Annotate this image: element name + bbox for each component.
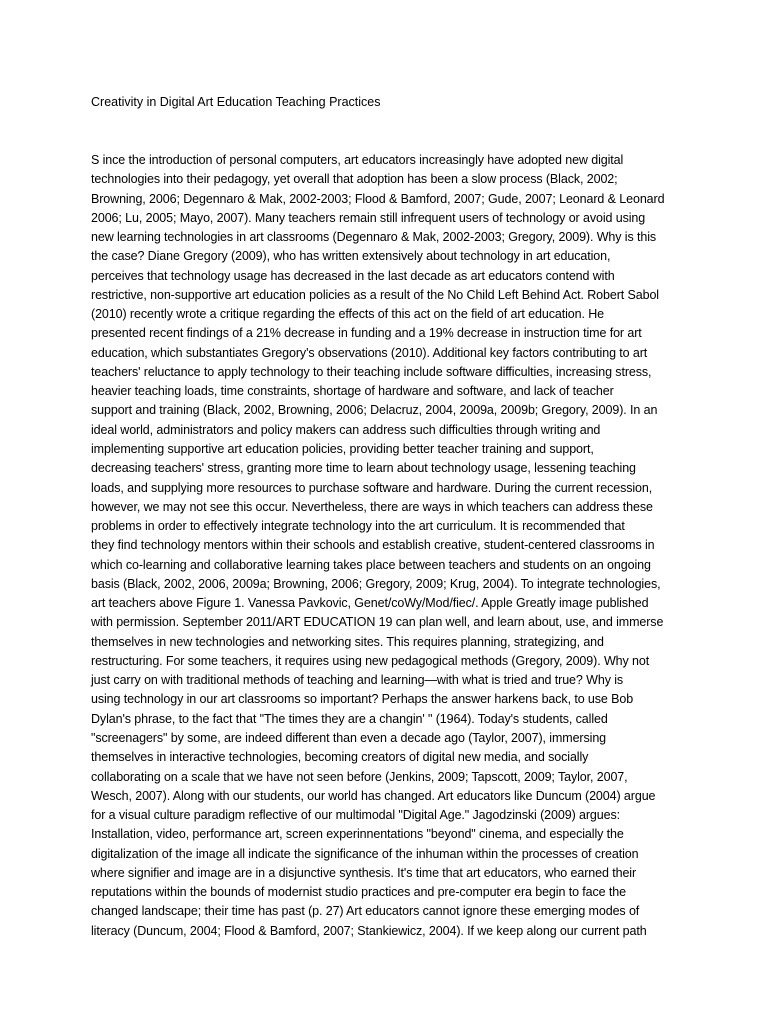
document-title: Creativity in Digital Art Education Teaching Practices xyxy=(91,95,381,109)
body-line: which co-learning and collaborative learning takes place between teachers and students on an ongoing xyxy=(91,557,651,572)
body-line: themselves in new technologies and networking sites. This requires planning, strategizing, and xyxy=(91,634,604,649)
body-line: Dylan's phrase, to the fact that "The times they are a changin' " (1964). Today's students, called xyxy=(91,711,608,726)
body-line: collaborating on a scale that we have not seen before (Jenkins, 2009; Tapscott, 2009; Taylor, 2007, xyxy=(91,769,628,784)
body-line: where signifier and image are in a disjunctive synthesis. It's time that art educators, who earned their xyxy=(91,865,637,880)
body-line: technologies into their pedagogy, yet overall that adoption has been a slow process (Black, 2002; xyxy=(91,172,618,187)
body-line: 2006; Lu, 2005; Mayo, 2007). Many teachers remain still infrequent users of technology or avoid using xyxy=(91,210,646,225)
body-line: support and training (Black, 2002, Browning, 2006; Delacruz, 2004, 2009a, 2009b; Gregory, 2009). In an xyxy=(91,403,658,418)
body-line: Wesch, 2007). Along with our students, our world has changed. Art educators like Duncum (2004) argue xyxy=(91,788,656,803)
body-line: using technology in our art classrooms so important? Perhaps the answer harkens back, to use Bob xyxy=(91,692,634,707)
body-line: just carry on with traditional methods of teaching and learning—with what is tried and true? Why is xyxy=(91,673,624,688)
body-line: for a visual culture paradigm reflective of our multimodal "Digital Age." Jagodzinski (2009) argues: xyxy=(91,808,620,823)
body-line: basis (Black, 2002, 2006, 2009a; Browning, 2006; Gregory, 2009; Krug, 2004). To integrate technologies, xyxy=(91,576,661,591)
body-line: implementing supportive art education policies, providing better teacher training and support, xyxy=(91,441,594,456)
body-line: problems in order to effectively integrate technology into the art curriculum. It is recommended that xyxy=(91,519,625,534)
body-line: changed landscape; their time has past (p. 27) Art educators cannot ignore these emerging modes of xyxy=(91,904,640,919)
body-line: reputations within the bounds of modernist studio practices and pre-computer era begin to face the xyxy=(91,885,626,900)
body-line: new learning technologies in art classrooms (Degennaro & Mak, 2002-2003; Gregory, 2009). Why is this xyxy=(91,230,657,245)
document-body xyxy=(91,151,691,941)
body-line: loads, and supplying more resources to purchase software and hardware. During the current recession, xyxy=(91,480,653,495)
body-line: with permission. September 2011/ART EDUCATION 19 can plan well, and learn about, use, and immerse xyxy=(91,615,664,630)
body-line: art teachers above Figure 1. Vanessa Pavkovic, Genet/coWy/Mod/fiec/. Apple Greatly image published xyxy=(91,596,649,611)
body-line: teachers' reluctance to apply technology to their teaching include software difficulties, increasing stress, xyxy=(91,364,652,379)
body-line: digitalization of the image all indicate the significance of the inhuman within the processes of creation xyxy=(91,846,639,861)
body-line: themselves in interactive technologies, becoming creators of digital new media, and socially xyxy=(91,750,589,765)
body-line: S ince the introduction of personal computers, art educators increasingly have adopted new digital xyxy=(91,153,624,167)
body-line: "screenagers" by some, are indeed different than even a decade ago (Taylor, 2007), immersing xyxy=(91,730,607,745)
body-line: Browning, 2006; Degennaro & Mak, 2002-2003; Flood & Bamford, 2007; Gude, 2007; Leonard & Leonard xyxy=(91,191,665,206)
body-line: (2010) recently wrote a critique regarding the effects of this act on the field of art education. He xyxy=(91,307,604,322)
body-line: heavier teaching loads, time constraints, shortage of hardware and software, and lack of teacher xyxy=(91,384,614,399)
body-line: however, we may not see this occur. Nevertheless, there are ways in which teachers can address these xyxy=(91,499,653,514)
body-line: education, which substantiates Gregory's observations (2010). Additional key factors contributing to art xyxy=(91,345,648,360)
body-line: restructuring. For some teachers, it requires using new pedagogical methods (Gregory, 2009). Why not xyxy=(91,653,650,668)
body-line: Installation, video, performance art, screen experinnentations "beyond" cinema, and especially the xyxy=(91,827,624,842)
body-line: literacy (Duncum, 2004; Flood & Bamford, 2007; Stankiewicz, 2004). If we keep along our current path xyxy=(91,923,647,938)
body-line: restrictive, non-supportive art education policies as a result of the No Child Left Behind Act. Robert Sabol xyxy=(91,287,659,302)
body-line: the case? Diane Gregory (2009), who has written extensively about technology in art education, xyxy=(91,249,611,264)
body-line: decreasing teachers' stress, granting more time to learn about technology usage, lessening teaching xyxy=(91,461,636,476)
body-line: they find technology mentors within their schools and establish creative, student-centered classrooms in xyxy=(91,538,655,553)
body-line: presented recent findings of a 21% decrease in funding and a 19% decrease in instruction time for art xyxy=(91,326,642,341)
body-line: ideal world, administrators and policy makers can address such difficulties through writing and xyxy=(91,422,601,437)
body-line: perceives that technology usage has decreased in the last decade as art educators contend with xyxy=(91,268,615,283)
